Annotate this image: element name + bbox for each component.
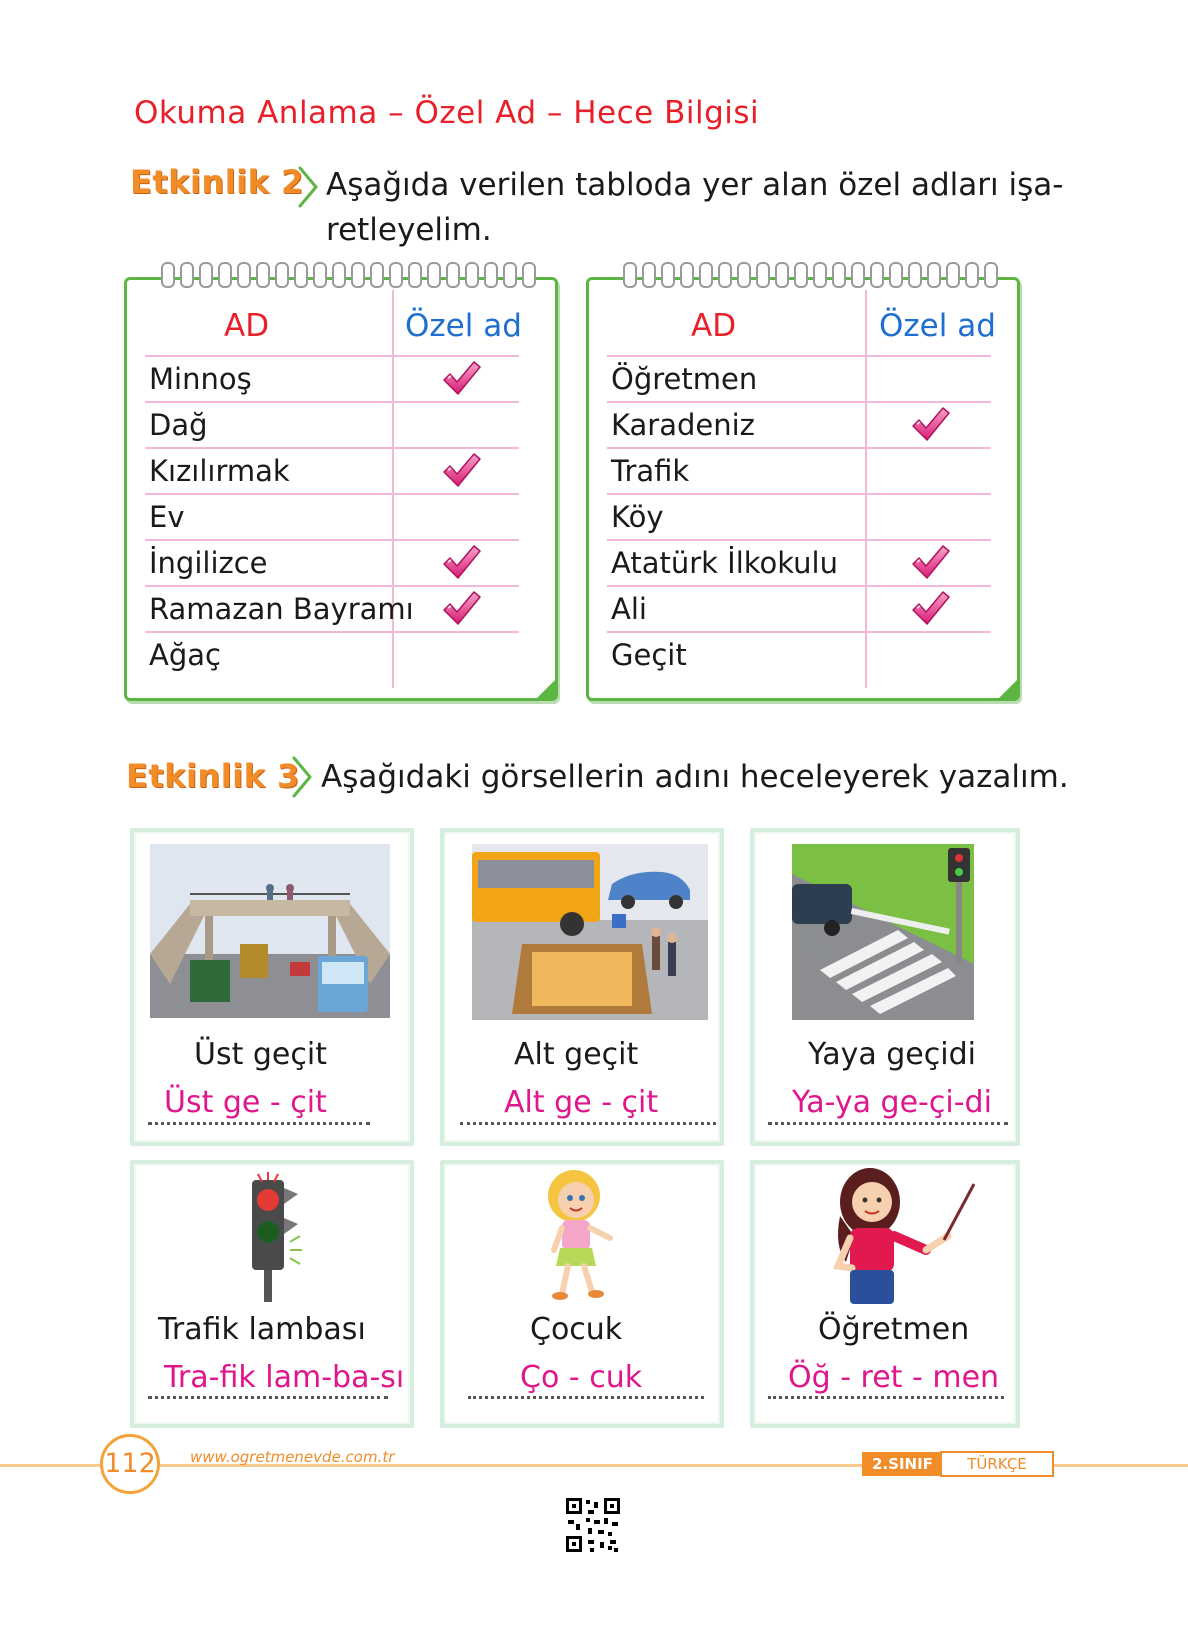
answer-line [148, 1122, 370, 1125]
table-row-name: Minnoş [149, 362, 252, 396]
teacher-image [818, 1166, 978, 1306]
table-row-name: Köy [611, 500, 664, 534]
card-yaya-gecidi [750, 828, 1020, 1146]
binder-ring [661, 262, 675, 288]
binder-ring [870, 262, 884, 288]
table-row-name: Dağ [149, 408, 208, 442]
notebook-table-left [124, 277, 558, 701]
checkmark-icon [909, 542, 951, 582]
binder-ring [984, 262, 998, 288]
checkmark-icon [440, 542, 482, 582]
table-line [145, 631, 519, 633]
activity-2-instruction-line2: retleyelim. [326, 212, 492, 248]
card-title: Alt geçit [514, 1037, 639, 1072]
column-header-ozel-ad: Özel ad [879, 308, 996, 344]
card-title: Trafik lambası [158, 1312, 366, 1347]
grade-badge: 2.SINIF [862, 1452, 943, 1476]
binder-ring [180, 262, 194, 288]
card-answer: Öğ - ret - men [788, 1360, 1000, 1395]
binder-ring [642, 262, 656, 288]
binder-ring [275, 262, 289, 288]
table-row-name: İngilizce [149, 546, 268, 580]
card-trafik-lambasi [130, 1160, 414, 1428]
activity-2-label: Etkinlik 2 [130, 163, 304, 201]
binder-ring [889, 262, 903, 288]
page-fold-corner [998, 679, 1018, 699]
checkmark-icon [440, 358, 482, 398]
binder-ring [218, 262, 232, 288]
table-line [607, 355, 991, 357]
notebook-rings [127, 262, 555, 288]
table-row-name: Öğretmen [611, 362, 758, 396]
answer-line [468, 1396, 704, 1399]
binder-ring [832, 262, 846, 288]
binder-ring [965, 262, 979, 288]
binder-ring [522, 262, 536, 288]
card-title: Yaya geçidi [808, 1037, 976, 1072]
binder-ring [427, 262, 441, 288]
subject-badge: TÜRKÇE [940, 1451, 1054, 1477]
binder-ring [351, 262, 365, 288]
crosswalk-image [792, 844, 974, 1020]
table-line [145, 585, 519, 587]
binder-ring [446, 262, 460, 288]
child-image [534, 1168, 624, 1304]
binder-ring [256, 262, 270, 288]
binder-ring [503, 262, 517, 288]
page-number: 112 [100, 1434, 160, 1494]
binder-ring [161, 262, 175, 288]
binder-ring [718, 262, 732, 288]
overpass-image [150, 844, 390, 1018]
card-alt-gecit [440, 828, 724, 1146]
page-fold-corner [536, 679, 556, 699]
card-answer: Alt ge - çit [504, 1085, 659, 1120]
binder-ring [756, 262, 770, 288]
binder-ring [237, 262, 251, 288]
binder-ring [484, 262, 498, 288]
table-line [607, 539, 991, 541]
column-divider [865, 290, 867, 688]
table-line [145, 493, 519, 495]
table-line [145, 355, 519, 357]
binder-ring [851, 262, 865, 288]
underpass-image [472, 844, 708, 1020]
table-row-name: Geçit [611, 638, 687, 672]
card-answer: Ço - cuk [520, 1360, 643, 1395]
traffic-light-image [244, 1170, 320, 1302]
notebook-table-right [586, 277, 1020, 701]
table-line [607, 401, 991, 403]
answer-line [768, 1396, 1004, 1399]
binder-ring [389, 262, 403, 288]
table-row-name: Karadeniz [611, 408, 755, 442]
binder-ring [199, 262, 213, 288]
checkmark-icon [909, 404, 951, 444]
chevron-right-icon [290, 756, 314, 798]
binder-ring [699, 262, 713, 288]
table-line [145, 401, 519, 403]
table-line [607, 585, 991, 587]
card-ogretmen [750, 1160, 1020, 1428]
website-link[interactable]: www.ogretmenevde.com.tr [190, 1448, 395, 1466]
table-row-name: Trafik [611, 454, 690, 488]
binder-ring [332, 262, 346, 288]
binder-ring [313, 262, 327, 288]
column-header-ad: AD [691, 308, 737, 344]
table-line [607, 631, 991, 633]
binder-ring [465, 262, 479, 288]
table-line [607, 493, 991, 495]
chevron-right-icon [296, 166, 320, 208]
binder-ring [813, 262, 827, 288]
binder-ring [908, 262, 922, 288]
card-ust-gecit [130, 828, 414, 1146]
binder-ring [775, 262, 789, 288]
table-line [607, 447, 991, 449]
binder-ring [737, 262, 751, 288]
table-row-name: Ali [611, 592, 647, 626]
answer-line [460, 1122, 716, 1125]
table-row-name: Atatürk İlkokulu [611, 546, 838, 580]
card-cocuk [440, 1160, 724, 1428]
binder-ring [946, 262, 960, 288]
binder-ring [927, 262, 941, 288]
answer-line [148, 1396, 388, 1399]
table-row-name: Ağaç [149, 638, 221, 672]
binder-ring [794, 262, 808, 288]
column-divider [392, 290, 394, 688]
card-answer: Üst ge - çit [164, 1085, 327, 1120]
card-answer: Ya-ya ge-çi-di [792, 1085, 992, 1120]
card-title: Üst geçit [194, 1037, 327, 1072]
column-header-ozel-ad: Özel ad [405, 308, 522, 344]
table-row-name: Kızılırmak [149, 454, 290, 488]
topic-heading: Okuma Anlama – Özel Ad – Hece Bilgisi [134, 95, 760, 131]
column-header-ad: AD [224, 308, 270, 344]
notebook-rings [589, 262, 1017, 288]
activity-3-instruction: Aşağıdaki görsellerin adını heceleyerek yazalım. [321, 759, 1069, 795]
qr-code-icon[interactable] [564, 1496, 622, 1554]
binder-ring [294, 262, 308, 288]
answer-line [768, 1122, 1008, 1125]
checkmark-icon [440, 450, 482, 490]
binder-ring [623, 262, 637, 288]
table-line [145, 447, 519, 449]
card-answer: Tra-fik lam-ba-sı [164, 1360, 405, 1395]
card-title: Çocuk [530, 1312, 623, 1347]
checkmark-icon [909, 588, 951, 628]
checkmark-icon [440, 588, 482, 628]
binder-ring [370, 262, 384, 288]
activity-3-label: Etkinlik 3 [126, 757, 300, 795]
binder-ring [408, 262, 422, 288]
binder-ring [680, 262, 694, 288]
table-row-name: Ramazan Bayramı [149, 592, 414, 626]
table-line [145, 539, 519, 541]
activity-2-instruction-line1: Aşağıda verilen tabloda yer alan özel adları işa- [326, 167, 1064, 203]
card-title: Öğretmen [818, 1312, 970, 1347]
table-row-name: Ev [149, 500, 185, 534]
